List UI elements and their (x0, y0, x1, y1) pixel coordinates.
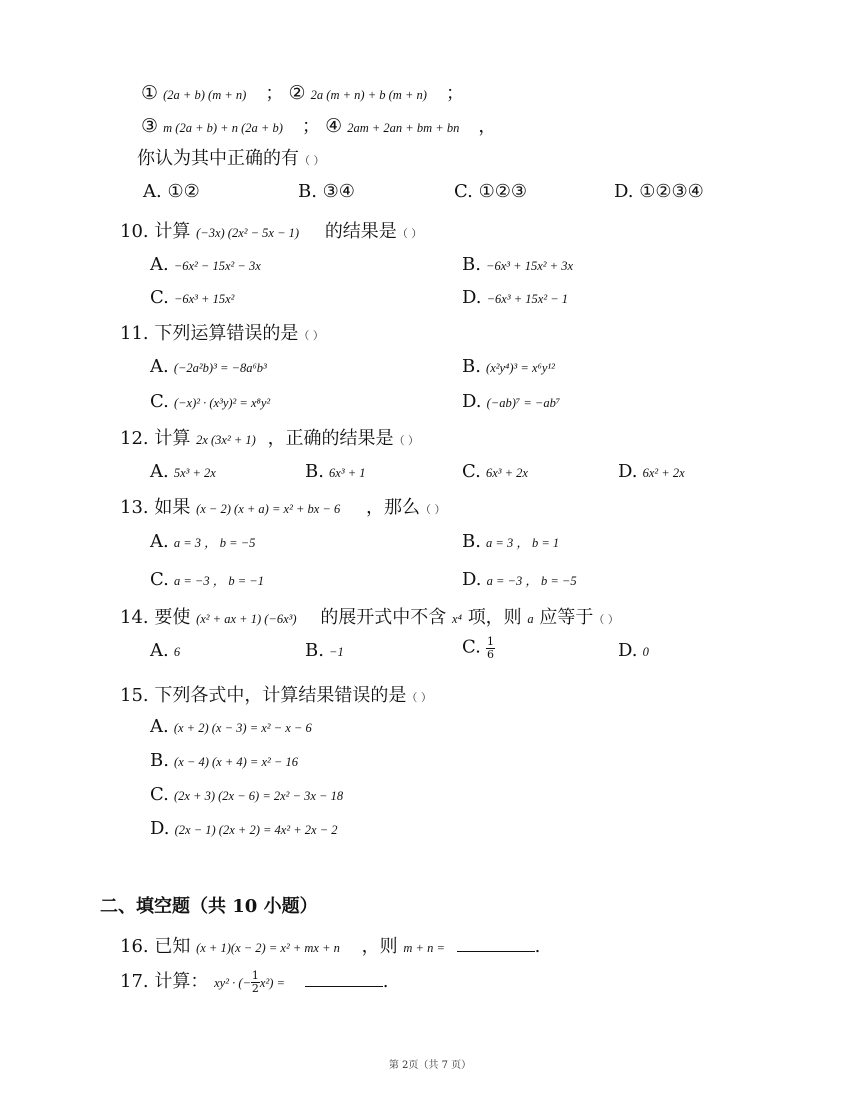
circle-1: ① (141, 82, 159, 104)
q9-option4-expr: 2am + 2an + bm + bn (347, 121, 460, 135)
q15-choice-a (150, 718, 312, 736)
separator: ； (301, 116, 320, 137)
answer-paren: （ ） (406, 691, 432, 704)
q16-stem (120, 938, 540, 956)
choice-label: B. (150, 750, 169, 771)
choice-label: A. (150, 640, 169, 661)
answer-paren: （ ） (593, 613, 619, 626)
q14-choice-d (618, 642, 649, 660)
choice-label: D. (462, 287, 482, 308)
q9-choice-b: B. ③④ (298, 181, 355, 202)
choice-expr: (2x − 1) (2x + 2) = 4x² + 2x − 2 (174, 823, 338, 837)
choice-label: D. (462, 391, 482, 412)
q14-choice-b (305, 642, 344, 660)
answer-paren: （ ） (299, 154, 325, 167)
q9-choice-a: A. ①② (143, 181, 200, 202)
choice-label: A. (150, 531, 169, 552)
q14-mid2: 项，则 (467, 607, 522, 628)
separator: ， (478, 116, 497, 137)
q12-expr: 2x (3x² + 1) (196, 433, 256, 447)
choice-expr: 6x³ + 1 (329, 466, 366, 480)
fraction (486, 636, 495, 660)
fraction (251, 970, 260, 994)
choice-expr: a = −3 ， b = −5 (486, 574, 577, 588)
q15-number: 15. 下列各式中，计算结果错误的是 (120, 685, 407, 706)
choice-expr: 6 (173, 645, 181, 659)
choice-expr: (−x)² · (x³y)² = x⁸y² (173, 396, 271, 410)
q16-number: 16. 已知 (120, 936, 191, 957)
q16-mid: ，则 (361, 936, 398, 957)
circle-3: ③ (141, 115, 159, 137)
choice-expr: −6x³ + 15x² (173, 292, 235, 306)
q14-choice-a (150, 642, 180, 660)
q10-suffix: 的结果是 (324, 221, 397, 242)
q14-suffix: 应等于 (539, 607, 594, 628)
choice-expr: (2x + 3) (2x − 6) = 2x² − 3x − 18 (173, 789, 344, 803)
choice-expr: a = 3 ， b = −5 (173, 536, 256, 550)
q17-end: . (382, 971, 389, 993)
fraction-denominator: 6 (486, 647, 494, 661)
choice-expr: −6x³ + 15x² − 1 (486, 292, 569, 306)
q15-choice-d (150, 820, 338, 838)
page-footer: 第 2页（共 7 页） (388, 1060, 472, 1071)
q12-number: 12. 计算 (120, 428, 191, 449)
choice-label: B. (462, 531, 481, 552)
q11-choice-c (150, 393, 270, 411)
q14-stem (120, 609, 619, 627)
q17-number: 17. 计算： (120, 971, 209, 993)
answer-paren: （ ） (419, 503, 446, 516)
q9-option3-expr: m (2a + b) + n (2a + b) (163, 121, 283, 135)
q11-number: 11. 下列运算错误的是 (120, 323, 299, 344)
q12-choice-c (462, 463, 528, 481)
choice-expr: −6x² − 15x² − 3x (173, 259, 261, 273)
choice-label: D. (462, 569, 482, 590)
q14-x4: x⁴ (452, 612, 462, 626)
answer-paren: （ ） (393, 434, 420, 447)
choice-expr: 0 (642, 645, 649, 659)
q12-suffix: ，正确的结果是 (267, 428, 394, 449)
q12-choice-a (150, 463, 216, 481)
q9-option-row-2 (141, 117, 496, 136)
choice-label: B. (305, 640, 324, 661)
q9-choice-d: D. ①②③④ (614, 181, 704, 202)
separator: ； (446, 83, 465, 104)
q14-expr: (x² + ax + 1) (−6x³) (196, 612, 297, 626)
choice-expr: (x − 4) (x + 4) = x² − 16 (174, 755, 298, 769)
fraction-numerator: 1 (486, 635, 494, 648)
choice-expr: 6x³ + 2x (485, 466, 528, 480)
q9-option2-expr: 2a (m + n) + b (m + n) (310, 88, 427, 102)
q9-choice-c: C. ①②③ (454, 181, 527, 202)
choice-label: A. (150, 254, 169, 275)
circle-2: ② (288, 82, 306, 104)
answer-paren: （ ） (396, 227, 423, 240)
q13-number: 13. 如果 (120, 497, 191, 518)
choice-label: B. (462, 254, 481, 275)
q14-number: 14. 要使 (120, 607, 191, 628)
q13-choice-a (150, 533, 255, 551)
q10-choice-a (150, 256, 261, 274)
fraction-numerator: 1 (251, 969, 259, 982)
q12-choice-d (618, 463, 685, 481)
choice-expr: a = −3 ， b = −1 (173, 574, 264, 588)
choice-expr: 5x³ + 2x (173, 466, 216, 480)
q10-choice-b (462, 256, 573, 274)
q17-expr-post: x²) = (259, 976, 285, 991)
q10-choice-d (462, 289, 568, 307)
q14-a: a (527, 612, 534, 626)
q15-choice-b (150, 752, 298, 770)
separator: ； (265, 83, 284, 104)
choice-label: D. (618, 640, 638, 661)
q11-choice-a (150, 358, 267, 376)
q12-choice-b (305, 463, 366, 481)
choice-expr: a = 3 ， b = 1 (486, 536, 560, 550)
circle-4: ④ (325, 115, 343, 137)
q9-prompt (137, 150, 325, 168)
q15-choice-c (150, 786, 343, 804)
choice-label: B. (305, 461, 324, 482)
q10-stem (120, 223, 422, 241)
q17-expr-pre: xy² · (− (214, 976, 251, 991)
q16-end: . (534, 936, 541, 957)
q13-stem (120, 499, 445, 517)
choice-expr: (x²y⁴)³ = x⁶y¹² (486, 361, 555, 375)
choice-expr: (−2a²b)³ = −8a⁶b³ (173, 361, 267, 375)
choice-label: C. (150, 784, 169, 805)
answer-blank[interactable] (457, 951, 535, 952)
choice-label: C. (150, 287, 169, 308)
q9-prompt-text: 你认为其中正确的有 (137, 148, 299, 169)
choice-expr: 6x² + 2x (642, 466, 685, 480)
q13-suffix: ，那么 (365, 497, 420, 518)
q10-number: 10. 计算 (120, 221, 191, 242)
q11-choice-d (462, 393, 560, 411)
q13-choice-d (462, 571, 577, 589)
q11-choice-b (462, 358, 555, 376)
fraction-denominator: 2 (251, 981, 259, 995)
choice-expr: (x + 2) (x − 3) = x² − x − 6 (173, 721, 312, 735)
choice-label: A. (150, 716, 169, 737)
choice-expr: −1 (329, 645, 344, 659)
q10-choice-c (150, 289, 234, 307)
q14-choice-c (462, 636, 495, 660)
q16-expr2: m + n = (403, 941, 445, 955)
choice-label: A. (150, 356, 169, 377)
choice-label: A. (150, 461, 169, 482)
answer-paren: （ ） (298, 329, 324, 342)
q14-mid: 的展开式中不含 (320, 607, 447, 628)
q13-choice-b (462, 533, 559, 551)
choice-label: C. (462, 461, 481, 482)
q9-option-row-1 (141, 84, 464, 103)
q10-expr: (−3x) (2x² − 5x − 1) (196, 226, 300, 240)
section-heading: 二、填空题（共 10 小题） (100, 896, 318, 917)
q17-stem (120, 970, 388, 994)
choice-label: C. (150, 569, 169, 590)
q11-stem (120, 325, 324, 343)
choice-label: D. (150, 818, 170, 839)
q13-choice-c (150, 571, 264, 589)
q15-stem (120, 687, 432, 705)
choice-label: C. (462, 636, 481, 658)
q13-expr: (x − 2) (x + a) = x² + bx − 6 (196, 502, 341, 516)
q9-option1-expr: (2a + b) (m + n) (163, 88, 247, 102)
choice-label: C. (150, 391, 169, 412)
choice-label: D. (618, 461, 638, 482)
choice-expr: −6x³ + 15x² + 3x (486, 259, 573, 273)
q12-stem (120, 430, 419, 448)
choice-label: B. (462, 356, 481, 377)
choice-expr: (−ab)⁷ = −ab⁷ (486, 396, 561, 410)
q16-expr: (x + 1)(x − 2) = x² + mx + n (196, 941, 340, 955)
answer-blank[interactable] (305, 986, 383, 987)
